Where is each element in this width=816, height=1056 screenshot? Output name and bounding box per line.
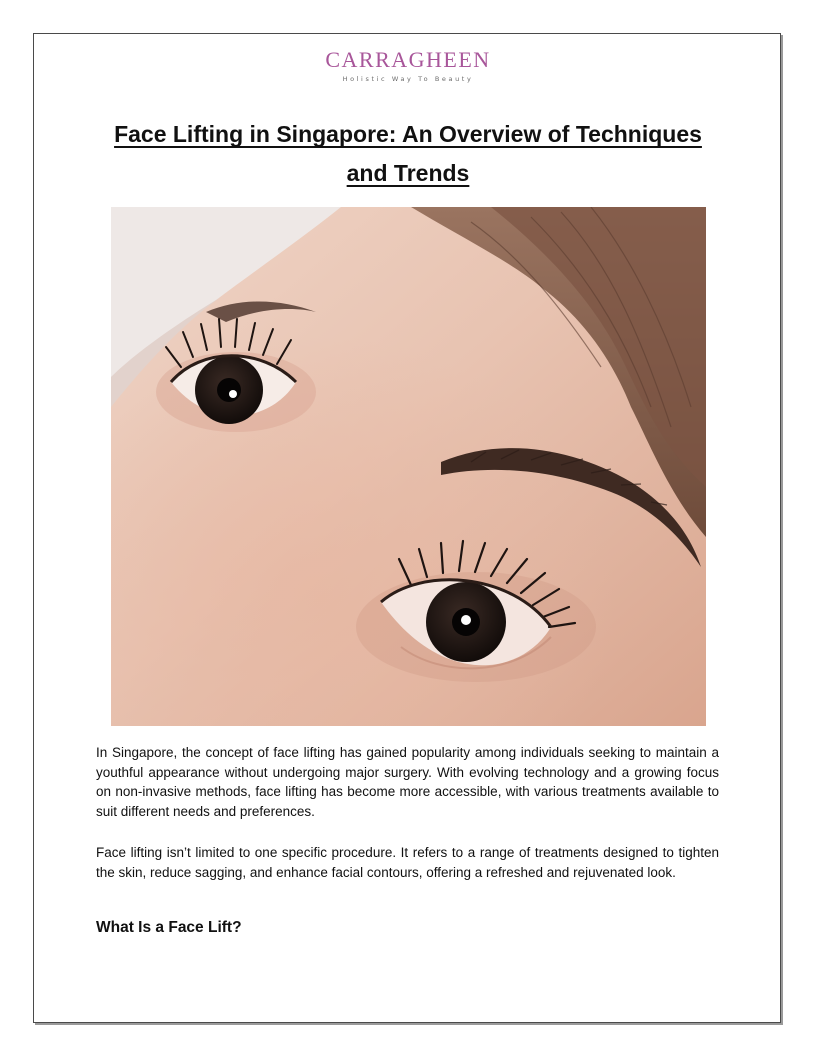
eyes-photo bbox=[111, 207, 706, 726]
intro-paragraph: In Singapore, the concept of face lifting has gained popularity among individuals seeking to maintain a youthful appearance without undergoing major surgery. With evolving technology and a growing focus on non-invasive methods, face lifting has become more accessible, with various treatments available to suit different needs and preferences. bbox=[96, 745, 719, 819]
document-title: Face Lifting in Singapore: An Overview of Techniques and Trends bbox=[114, 121, 702, 187]
definition-paragraph: Face lifting isn’t limited to one specific procedure. It refers to a range of treatments designed to tighten the skin, reduce sagging, and enhance facial contours, offering a refreshed and rejuvenated look. bbox=[96, 845, 719, 880]
logo-name: CARRAGHEEN bbox=[325, 47, 491, 72]
section-heading: What Is a Face Lift? bbox=[96, 919, 242, 936]
logo-tagline: Holistic Way To Beauty bbox=[342, 75, 474, 83]
brand-logo bbox=[0, 48, 816, 83]
